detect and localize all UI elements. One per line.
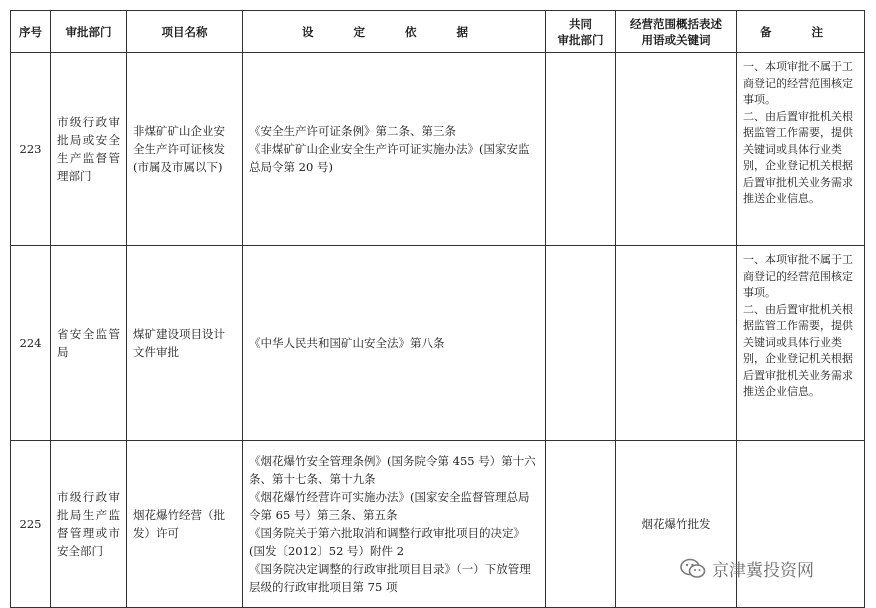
cell-item: 非煤矿矿山企业安全生产许可证核发(市属及市属以下): [127, 53, 243, 246]
basis-line: 《烟花爆竹安全管理条例》(国务院令第 455 号）第十六条、第十七条、第十九条: [249, 454, 536, 486]
basis-line: 《国务院决定调整的行政审批项目目录》（一）下放管理层级的行政审批项目第 75 项: [249, 562, 531, 594]
header-seq: 序号: [11, 11, 51, 53]
table-row: [11, 53, 865, 246]
cell-basis: [243, 53, 546, 246]
cell-joint: [546, 53, 616, 246]
table-row: [11, 441, 865, 608]
header-scope: 经营范围概括表述 用语或关键词: [616, 11, 737, 53]
remark-line: 二、由后置审批机关根据监管工作需要，提供关键词或具体行业类别，企业登记机关根据后置审批机关业务需求推送企业信息。: [743, 302, 853, 398]
approval-items-table: [10, 10, 865, 608]
basis-line: 《中华人民共和国矿山安全法》第八条: [249, 336, 445, 350]
table-row: [11, 246, 865, 441]
header-joint: 共同 审批部门: [546, 11, 616, 53]
header-item: 项目名称: [127, 11, 243, 53]
cell-remark: [737, 441, 865, 608]
cell-scope: 烟花爆竹批发: [616, 441, 737, 608]
watermark-text: 京津冀投资网: [712, 561, 814, 581]
watermark: [680, 556, 814, 581]
basis-line: 《国务院关于第六批取消和调整行政审批项目的决定》(国发〔2012〕52 号）附件 2: [249, 526, 525, 558]
cell-item: 烟花爆竹经营（批发）许可: [127, 441, 243, 608]
remark-line: 一、本项审批不属于工商登记的经营范围核定事项。: [743, 60, 853, 106]
header-remark: 备 注: [737, 11, 865, 53]
cell-dept: 市级行政审批局或安全生产监督管理部门: [51, 53, 127, 246]
wechat-icon: [680, 558, 706, 580]
cell-seq: 223: [11, 53, 51, 246]
header-dept: 审批部门: [51, 11, 127, 53]
cell-basis: [243, 441, 546, 608]
cell-seq: 225: [11, 441, 51, 608]
cell-dept: 省安全监管局: [51, 246, 127, 441]
cell-joint: [546, 246, 616, 441]
cell-joint: [546, 441, 616, 608]
cell-scope: [616, 246, 737, 441]
table-header-row: [11, 11, 865, 53]
basis-line: 《非煤矿矿山企业安全生产许可证实施办法》(国家安监总局令第 20 号): [249, 142, 530, 174]
remark-line: 二、由后置审批机关根据监管工作需要，提供关键词或具体行业类别，企业登记机关根据后置审批机关业务需求推送企业信息。: [743, 109, 853, 205]
cell-item: 煤矿建设项目设计文件审批: [127, 246, 243, 441]
header-basis: 设 定 依 据: [243, 11, 546, 53]
cell-remark: [737, 53, 865, 246]
cell-dept: 市级行政审批局生产监督管理或市安全部门: [51, 441, 127, 608]
cell-basis: [243, 246, 546, 441]
cell-scope: [616, 53, 737, 246]
basis-line: 《烟花爆竹经营许可实施办法》(国家安全监督管理总局令第 65 号）第三条、第五条: [249, 490, 530, 522]
cell-remark: [737, 246, 865, 441]
cell-seq: 224: [11, 246, 51, 441]
remark-line: 一、本项审批不属于工商登记的经营范围核定事项。: [743, 253, 853, 299]
basis-line: 《安全生产许可证条例》第二条、第三条: [249, 124, 456, 138]
